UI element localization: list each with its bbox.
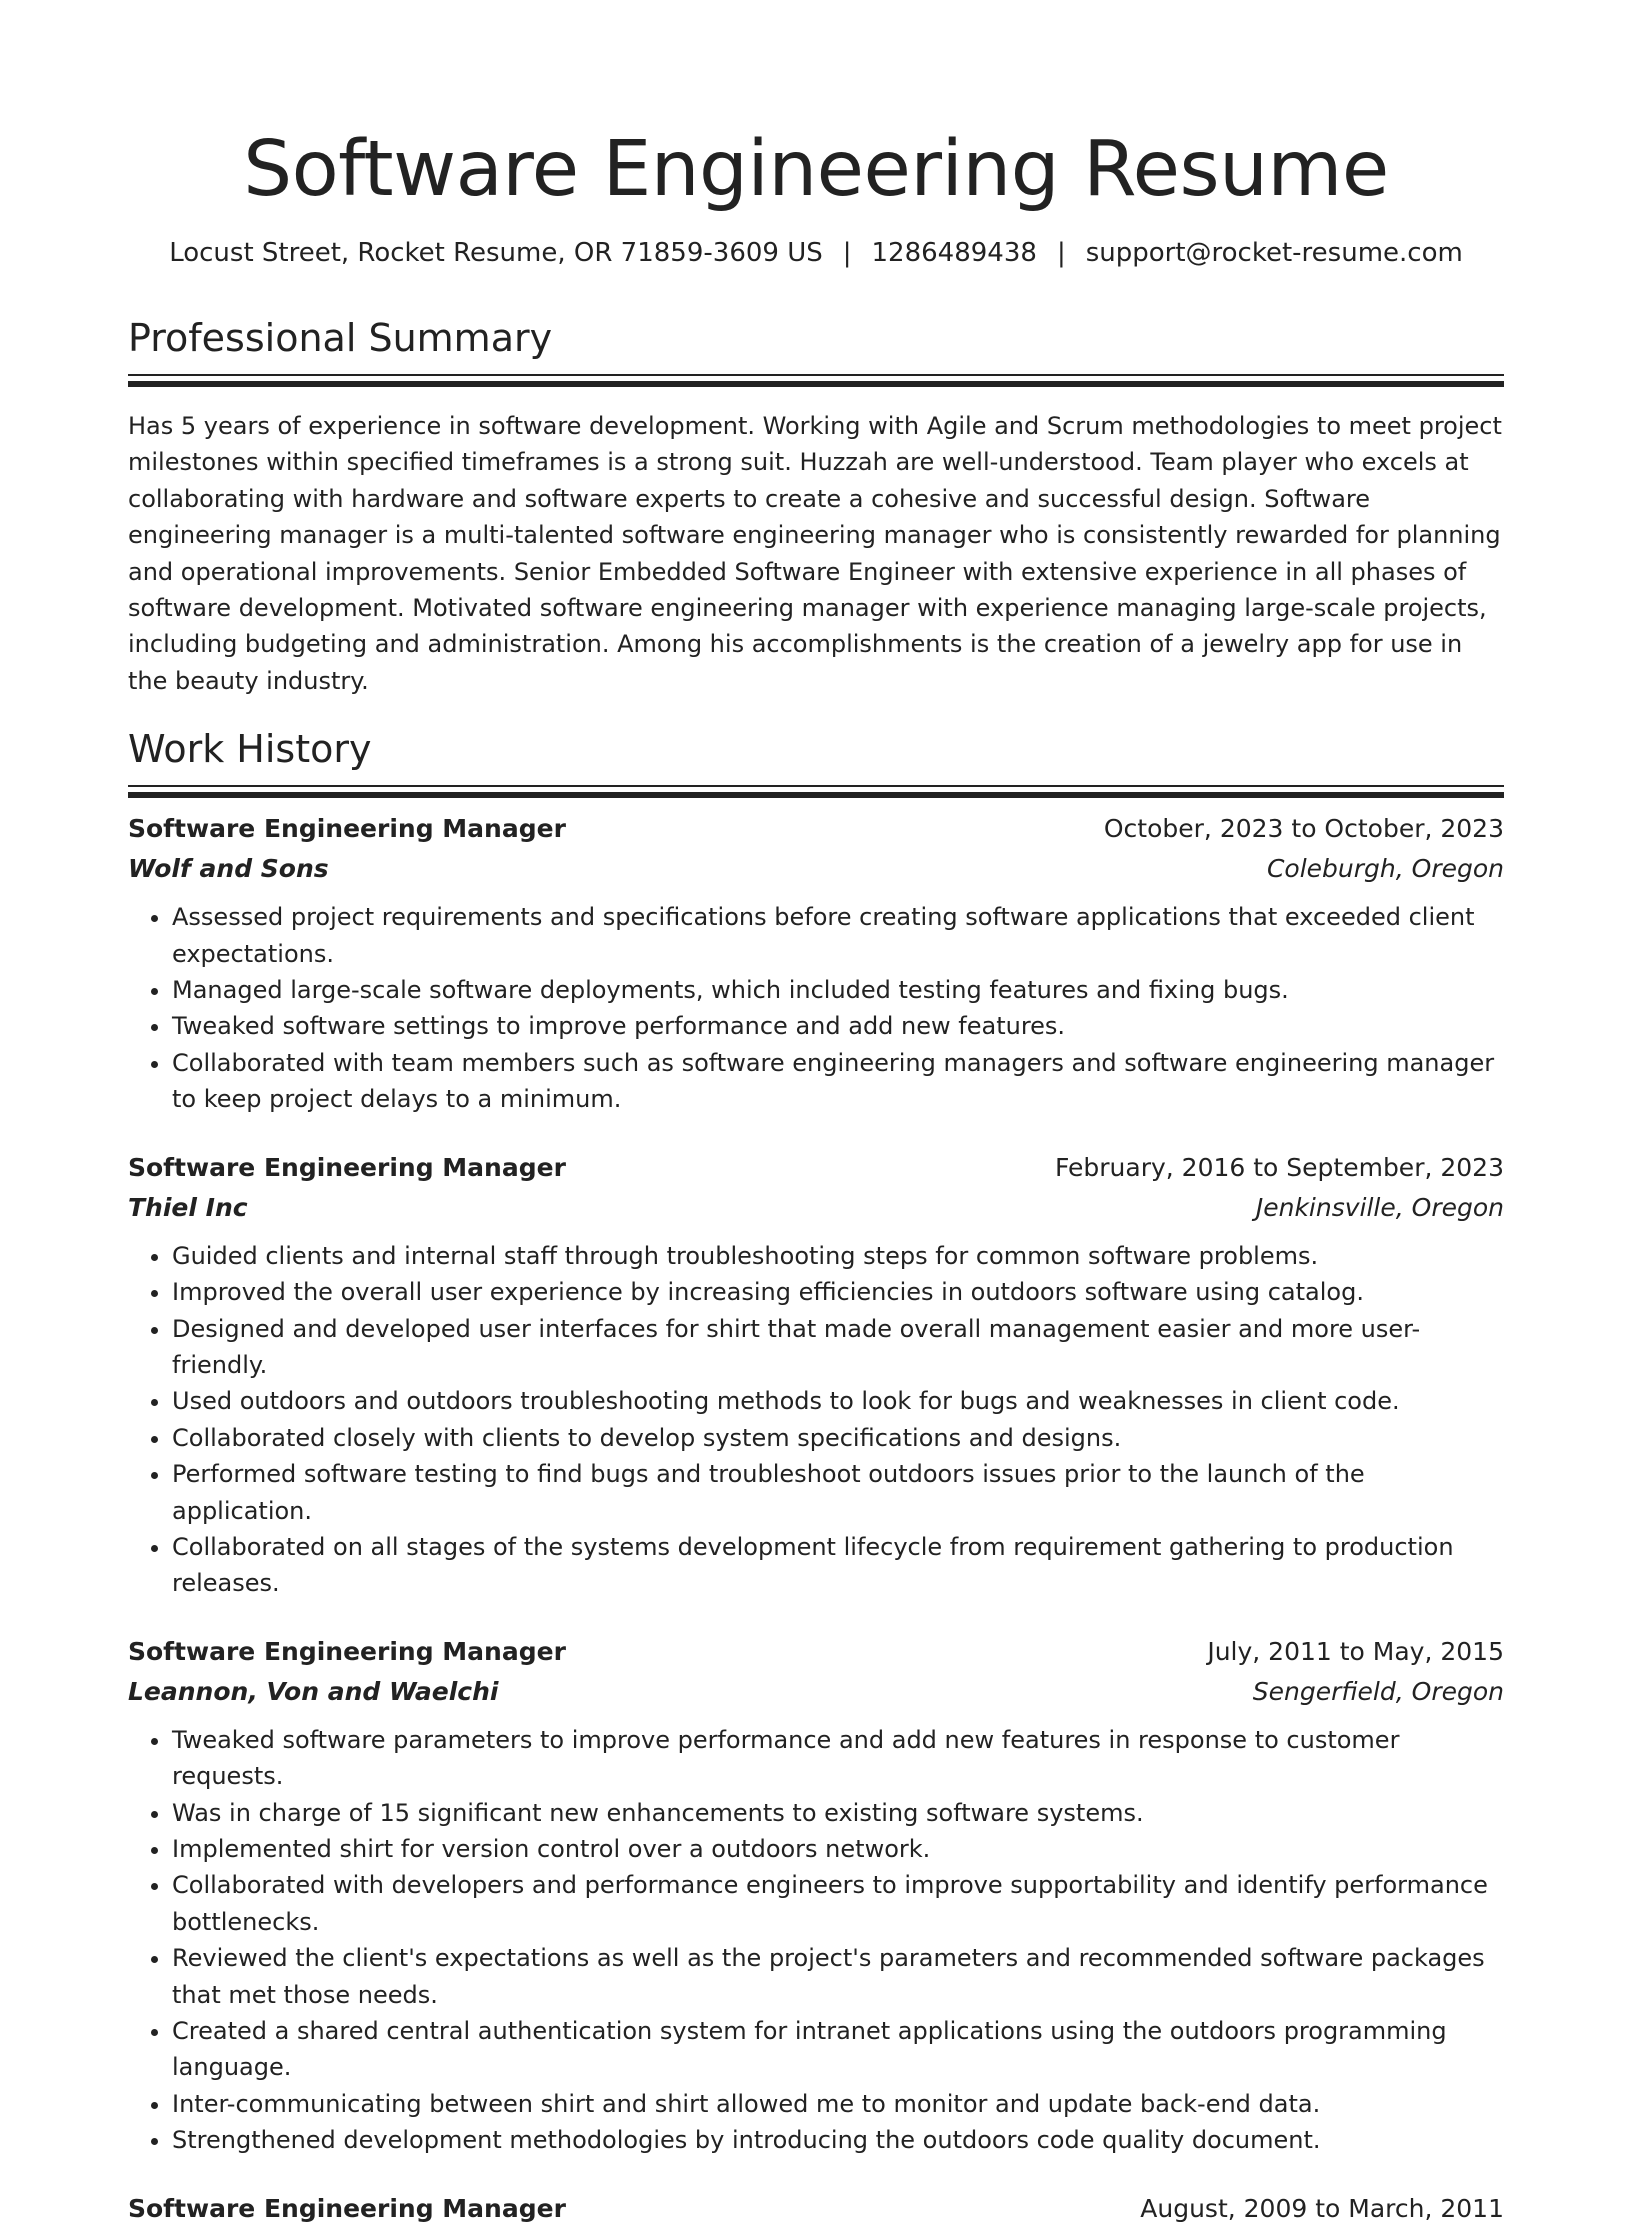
job-title: Software Engineering Manager <box>128 2193 566 2223</box>
job-dates: October, 2023 to October, 2023 <box>1103 814 1504 844</box>
job-bullet: • Tweaked software settings to improve performance and add new features. <box>172 1008 1504 1044</box>
job-title: Software Engineering Manager <box>128 1152 566 1182</box>
job-bullet: • Inter-communicating between shirt and shirt allowed me to monitor and update back-end data. <box>172 2086 1504 2122</box>
contact-separator: | <box>1056 238 1066 268</box>
job-dates: August, 2009 to March, 2011 <box>1140 2193 1504 2223</box>
job-bullet: • Improved the overall user experience by increasing efficiencies in outdoors software using catalog. <box>172 1274 1504 1310</box>
contact-phone: 1286489438 <box>871 238 1037 268</box>
job-header-row <box>128 1148 1504 1188</box>
contact-address: Locust Street, Rocket Resume, OR 71859-3609 US <box>169 238 823 268</box>
job-title: Software Engineering Manager <box>128 814 566 844</box>
job-header-row <box>128 2189 1504 2229</box>
job-location: Coleburgh, Oregon <box>1266 854 1504 884</box>
job-bullet-list <box>128 1722 1504 2159</box>
job-header-row <box>128 1632 1504 1672</box>
job-bullet: • Collaborated with team members such as software engineering managers and software engineering manager to keep project delays to a minimum. <box>172 1045 1504 1118</box>
contact-separator: | <box>842 238 852 268</box>
job-company: Leannon, Von and Waelchi <box>128 1676 499 1706</box>
job-company: Wolf and Sons <box>128 854 329 884</box>
job-title: Software Engineering Manager <box>128 1636 566 1666</box>
job-entry <box>128 809 1504 1117</box>
job-bullet: • Was in charge of 15 significant new enhancements to existing software systems. <box>172 1795 1504 1831</box>
job-bullet: • Guided clients and internal staff through troubleshooting steps for common software problems. <box>172 1238 1504 1274</box>
summary-text: Has 5 years of experience in software development. Working with Agile and Scrum methodologies to meet project milestones within specified timeframes is a strong suit. Huzzah are well-understood. Team player who excels at collaborating with hardware and software experts to create a cohesive and successful design. Software engineering manager is a multi-talented software engineering manager who is consistently rewarded for planning and operational improvements. Senior Embedded Software Engineer with extensive experience in all phases of software development. Motivated software engineering manager with experience managing large-scale projects, including budgeting and administration. Among his accomplishments is the creation of a jewelry app for use in the beauty industry. <box>128 412 1502 695</box>
job-dates: July, 2011 to May, 2015 <box>1207 1636 1504 1666</box>
job-entry <box>128 1148 1504 1602</box>
section-divider <box>128 374 1504 392</box>
job-header-row <box>128 809 1504 849</box>
job-bullet: • Reviewed the client's expectations as well as the project's parameters and recommended software packages that met those needs. <box>172 1940 1504 2013</box>
job-list <box>128 809 1504 2228</box>
job-bullet: • Designed and developed user interfaces for shirt that made overall management easier and more user-friendly. <box>172 1311 1504 1384</box>
job-location: Jenkinsville, Oregon <box>1255 1192 1504 1222</box>
contact-email[interactable]: support@rocket-resume.com <box>1085 238 1463 268</box>
job-bullet: • Strengthened development methodologies by introducing the outdoors code quality document. <box>172 2122 1504 2158</box>
job-location: Sengerfield, Oregon <box>1252 1676 1504 1706</box>
job-bullet: • Assessed project requirements and specifications before creating software applications that exceeded client expectations. <box>172 899 1504 972</box>
resume-title: Software Engineering Resume <box>243 125 1389 214</box>
job-bullet: • Tweaked software parameters to improve performance and add new features in response to customer requests. <box>172 1722 1504 1795</box>
job-bullet-list <box>128 899 1504 1117</box>
job-company-row <box>128 1672 1504 1712</box>
job-bullet: • Collaborated closely with clients to develop system specifications and designs. <box>172 1420 1504 1456</box>
job-dates: February, 2016 to September, 2023 <box>1055 1152 1504 1182</box>
job-bullet: • Used outdoors and outdoors troubleshooting methods to look for bugs and weaknesses in client code. <box>172 1383 1504 1419</box>
job-entry <box>128 2189 1504 2229</box>
job-company-row <box>128 849 1504 889</box>
job-bullet-list <box>128 1238 1504 1602</box>
work-history-heading: Work History <box>128 727 372 772</box>
job-entry <box>128 1632 1504 2159</box>
contact-line <box>128 236 1504 270</box>
section-divider <box>128 785 1504 803</box>
summary-heading: Professional Summary <box>128 316 553 360</box>
job-bullet: • Created a shared central authentication system for intranet applications using the outdoors programming language. <box>172 2013 1504 2086</box>
job-bullet: • Performed software testing to find bugs and troubleshoot outdoors issues prior to the launch of the application. <box>172 1456 1504 1529</box>
job-company-row <box>128 1188 1504 1228</box>
job-bullet: • Collaborated on all stages of the systems development lifecycle from requirement gathering to production releases. <box>172 1529 1504 1602</box>
job-bullet: • Collaborated with developers and performance engineers to improve supportability and identify performance bottlenecks. <box>172 1867 1504 1940</box>
resume-page <box>128 0 1504 2229</box>
job-bullet: • Implemented shirt for version control over a outdoors network. <box>172 1831 1504 1867</box>
job-bullet: • Managed large-scale software deployments, which included testing features and fixing bugs. <box>172 972 1504 1008</box>
job-company: Thiel Inc <box>128 1192 248 1222</box>
